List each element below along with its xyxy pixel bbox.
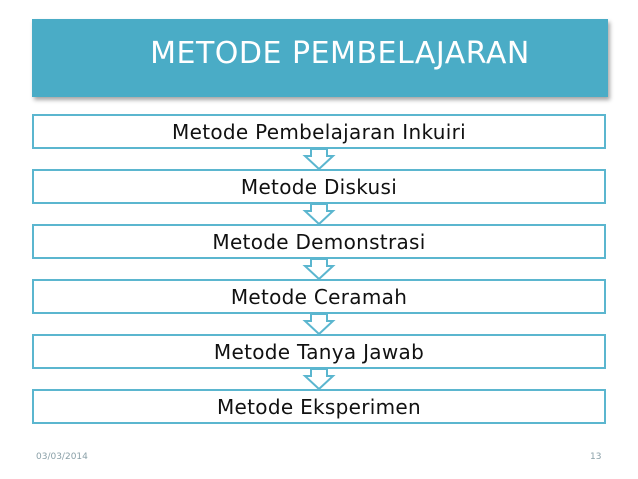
step-box-4 xyxy=(32,279,606,314)
step-box-1 xyxy=(32,114,606,149)
step-box-6 xyxy=(32,389,606,424)
slide-title: METODE PEMBELAJARAN xyxy=(150,36,530,71)
step-label-6: Metode Eksperimen xyxy=(217,394,421,419)
footer-page-number: 13 xyxy=(590,452,602,462)
step-label-4: Metode Ceramah xyxy=(230,284,408,309)
step-box-5 xyxy=(32,334,606,369)
step-box-3 xyxy=(32,224,606,259)
step-label-5: Metode Tanya Jawab xyxy=(213,339,425,364)
step-box-2 xyxy=(32,169,606,204)
title-banner xyxy=(32,19,608,97)
footer-date: 03/03/2014 xyxy=(36,452,88,462)
step-label-3: Metode Demonstrasi xyxy=(212,229,426,254)
step-label-2: Metode Diskusi xyxy=(240,174,398,199)
step-label-1: Metode Pembelajaran Inkuiri xyxy=(172,119,466,144)
